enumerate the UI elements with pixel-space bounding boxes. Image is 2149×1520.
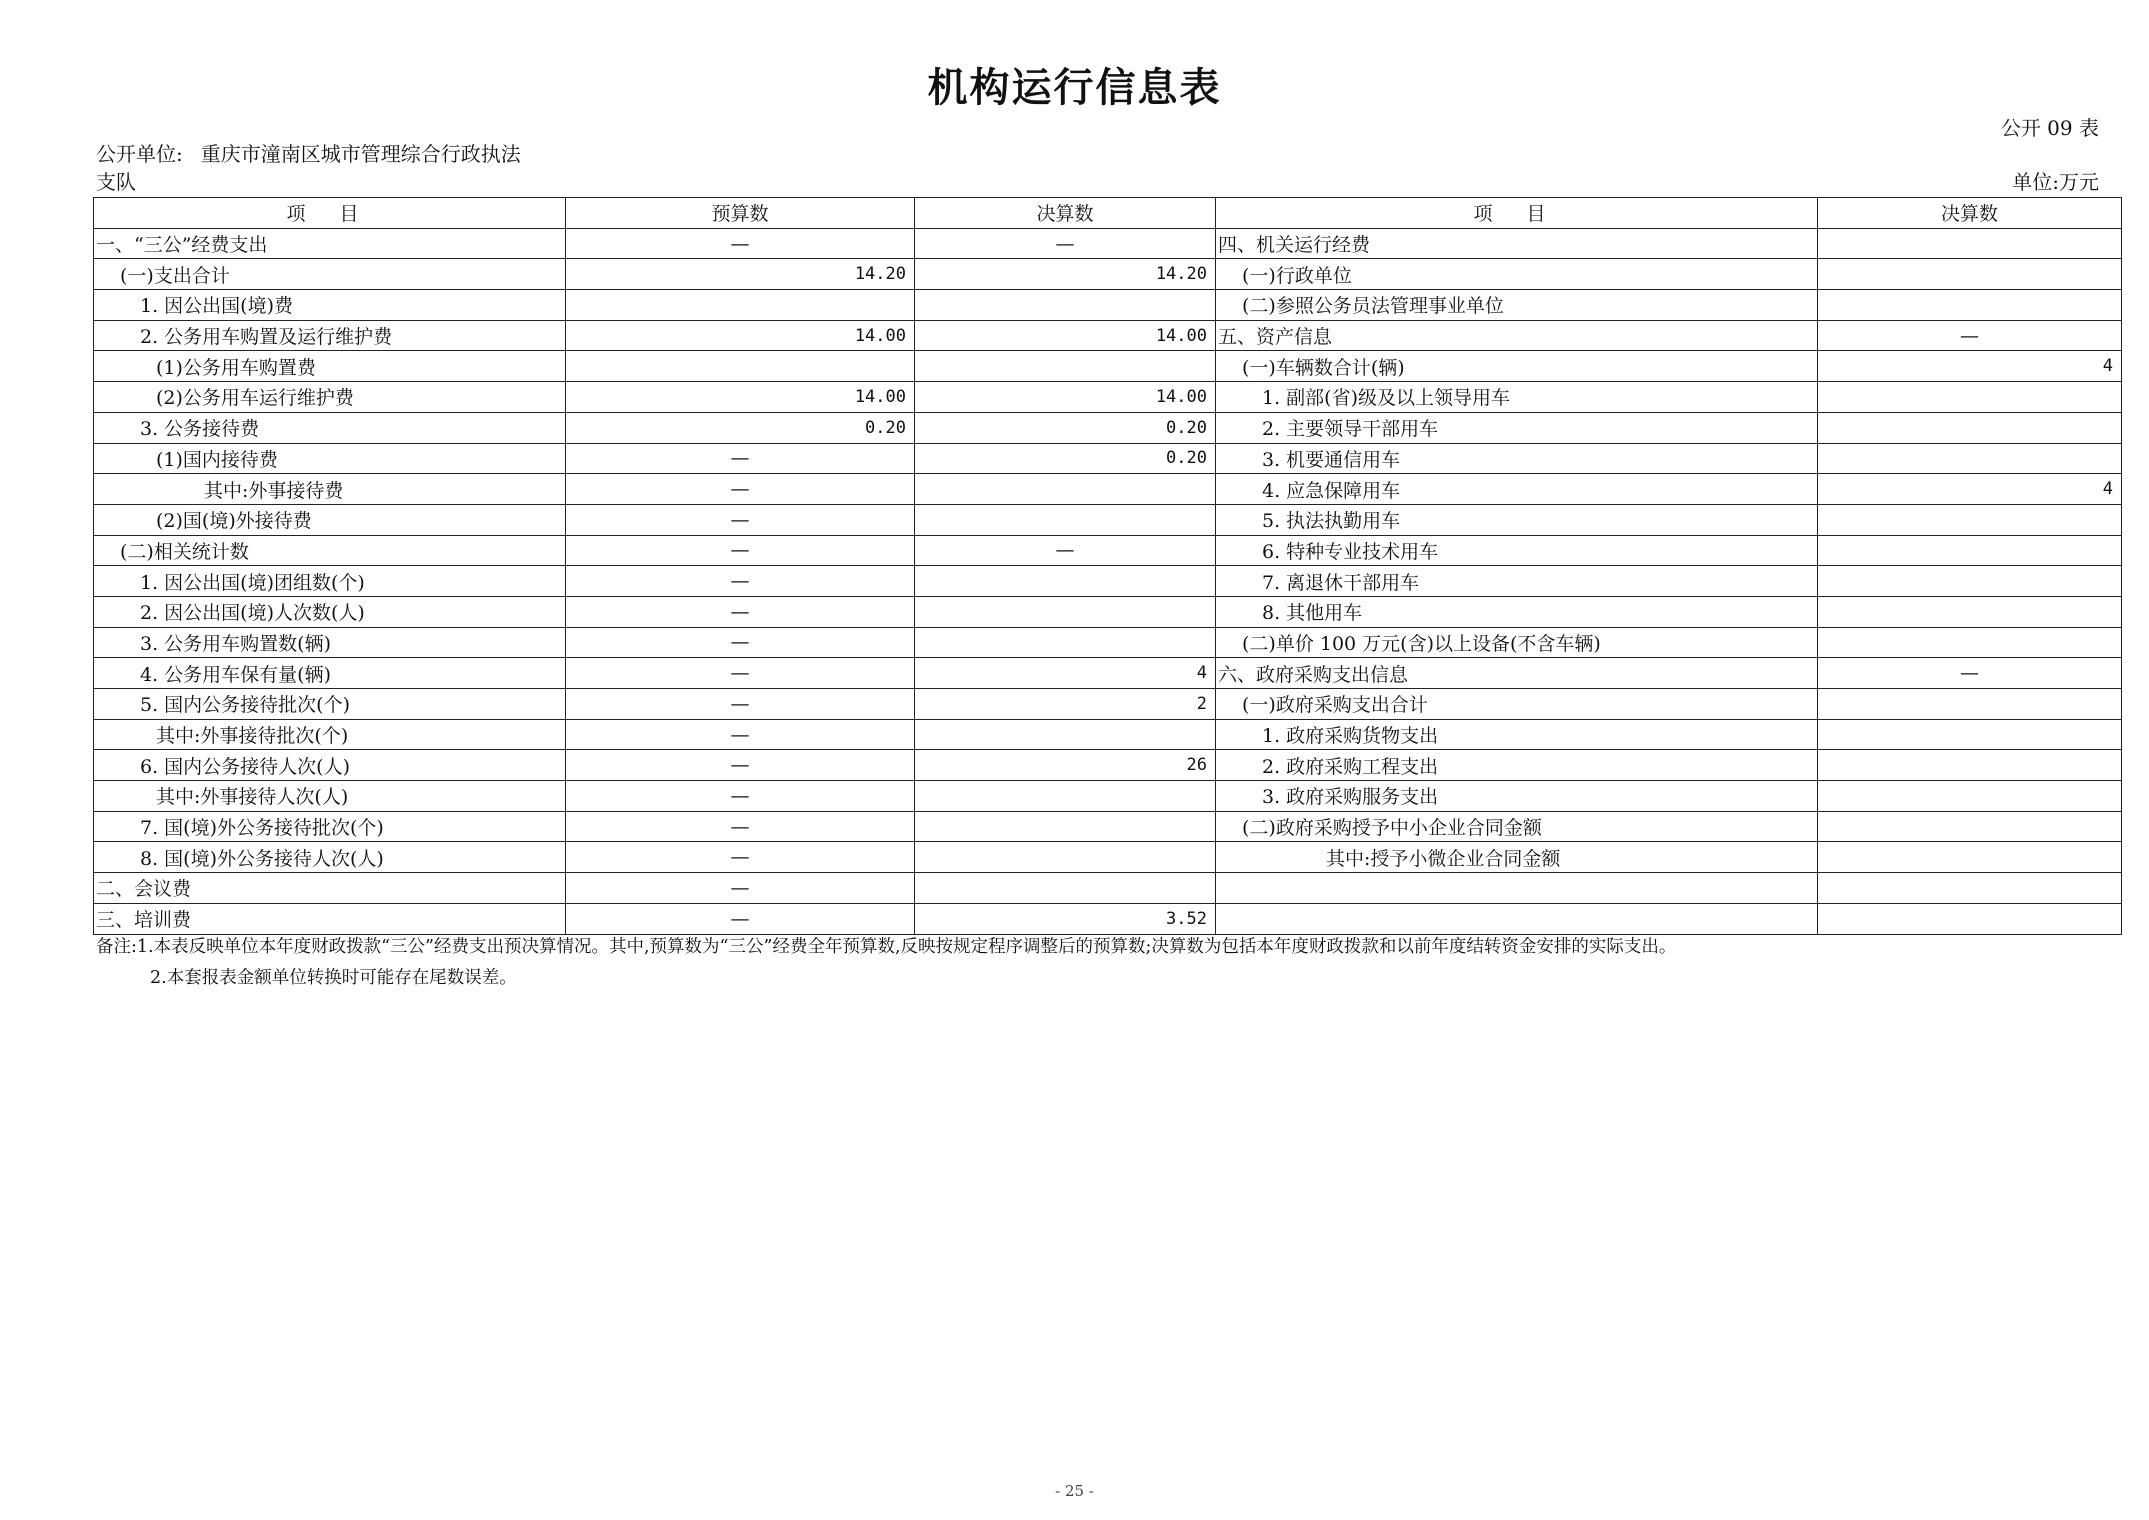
row-item-left: (1)国内接待费	[94, 443, 566, 474]
row-budget-value: —	[566, 719, 915, 750]
table-row	[94, 535, 2122, 566]
row-budget-value: —	[566, 658, 915, 689]
row-budget-value: —	[566, 750, 915, 781]
row-final-value-right	[1818, 842, 2122, 873]
row-item-left: 4. 公务用车保有量(辆)	[94, 658, 566, 689]
notes	[96, 932, 1676, 994]
row-item-right	[1216, 873, 1818, 904]
row-item-left: (1)公务用车购置费	[94, 351, 566, 382]
row-budget-value: 14.20	[566, 259, 915, 290]
row-item-right: (一)车辆数合计(辆)	[1216, 351, 1818, 382]
row-item-left: 5. 国内公务接待批次(个)	[94, 689, 566, 720]
row-budget-value: —	[566, 566, 915, 597]
header-item-right: 项 目	[1216, 198, 1818, 229]
table-header-row	[94, 198, 2122, 229]
row-final-value	[915, 627, 1216, 658]
row-budget-value: —	[566, 228, 915, 259]
table-row	[94, 719, 2122, 750]
row-item-left: 1. 因公出国(境)团组数(个)	[94, 566, 566, 597]
money-unit: 单位:万元	[2012, 170, 2099, 194]
row-final-value	[915, 781, 1216, 812]
row-final-value: —	[915, 535, 1216, 566]
note-1: 备注:1.本表反映单位本年度财政拨款“三公”经费支出预决算情况。其中,预算数为“三公”经费全年预算数,反映按规定程序调整后的预算数;决算数为包括本年度财政拨款和以前年度结转资金安排的实际支出。	[96, 937, 1677, 957]
row-budget-value: 14.00	[566, 320, 915, 351]
row-item-left: 6. 国内公务接待人次(人)	[94, 750, 566, 781]
table-row	[94, 811, 2122, 842]
row-item-left: 其中:外事接待人次(人)	[94, 781, 566, 812]
table-row	[94, 627, 2122, 658]
row-budget-value: —	[566, 504, 915, 535]
table-row	[94, 382, 2122, 413]
unit-label: 公开单位:	[96, 142, 183, 166]
table-row	[94, 781, 2122, 812]
table-row	[94, 658, 2122, 689]
table-row	[94, 873, 2122, 904]
row-budget-value: —	[566, 443, 915, 474]
row-item-left: 其中:外事接待费	[94, 474, 566, 505]
row-item-right: (二)政府采购授予中小企业合同金额	[1216, 811, 1818, 842]
row-item-right: 6. 特种专业技术用车	[1216, 535, 1818, 566]
row-item-left: 一、“三公”经费支出	[94, 228, 566, 259]
table-row	[94, 351, 2122, 382]
row-item-right: 3. 政府采购服务支出	[1216, 781, 1818, 812]
row-item-left: (2)公务用车运行维护费	[94, 382, 566, 413]
row-final-value: 14.20	[915, 259, 1216, 290]
table-row	[94, 320, 2122, 351]
row-budget-value: 0.20	[566, 412, 915, 443]
table-row	[94, 290, 2122, 321]
row-item-right: 六、政府采购支出信息	[1216, 658, 1818, 689]
row-item-left: 二、会议费	[94, 873, 566, 904]
note-2: 2.本套报表金额单位转换时可能存在尾数误差。	[150, 968, 517, 988]
row-item-right: 1. 副部(省)级及以上领导用车	[1216, 382, 1818, 413]
row-item-right: 其中:授予小微企业合同金额	[1216, 842, 1818, 873]
row-item-left: 2. 因公出国(境)人次数(人)	[94, 596, 566, 627]
unit-name-continued: 支队	[96, 170, 136, 194]
row-budget-value	[566, 290, 915, 321]
row-final-value: 4	[915, 658, 1216, 689]
row-final-value-right	[1818, 412, 2122, 443]
row-item-left: 1. 因公出国(境)费	[94, 290, 566, 321]
row-item-right: 8. 其他用车	[1216, 596, 1818, 627]
row-final-value: 26	[915, 750, 1216, 781]
table-row	[94, 474, 2122, 505]
row-final-value	[915, 596, 1216, 627]
row-final-value-right: 4	[1818, 351, 2122, 382]
row-budget-value: —	[566, 781, 915, 812]
row-item-left: 其中:外事接待批次(个)	[94, 719, 566, 750]
row-item-right: (一)行政单位	[1216, 259, 1818, 290]
unit-name: 重庆市潼南区城市管理综合行政执法	[200, 142, 521, 166]
table-row	[94, 842, 2122, 873]
row-budget-value: —	[566, 811, 915, 842]
row-final-value-right	[1818, 719, 2122, 750]
row-item-left: 8. 国(境)外公务接待人次(人)	[94, 842, 566, 873]
row-final-value-right	[1818, 689, 2122, 720]
row-final-value-right	[1818, 781, 2122, 812]
row-item-right: 五、资产信息	[1216, 320, 1818, 351]
row-final-value	[915, 566, 1216, 597]
row-item-right: 四、机关运行经费	[1216, 228, 1818, 259]
row-item-left: (一)支出合计	[94, 259, 566, 290]
row-final-value-right	[1818, 750, 2122, 781]
row-final-value: 3.52	[915, 903, 1216, 934]
table-row	[94, 689, 2122, 720]
row-final-value-right	[1818, 903, 2122, 934]
form-number: 公开 09 表	[2000, 116, 2099, 140]
row-final-value-right	[1818, 596, 2122, 627]
row-final-value: 14.00	[915, 382, 1216, 413]
row-budget-value	[566, 351, 915, 382]
header-budget: 预算数	[566, 198, 915, 229]
row-final-value-right	[1818, 811, 2122, 842]
row-final-value-right: 4	[1818, 474, 2122, 505]
table-row	[94, 566, 2122, 597]
row-item-right: 1. 政府采购货物支出	[1216, 719, 1818, 750]
row-item-left: (2)国(境)外接待费	[94, 504, 566, 535]
row-budget-value: 14.00	[566, 382, 915, 413]
row-final-value: 0.20	[915, 443, 1216, 474]
row-item-right: (二)参照公务员法管理事业单位	[1216, 290, 1818, 321]
row-final-value	[915, 719, 1216, 750]
row-item-right	[1216, 903, 1818, 934]
row-final-value: —	[915, 228, 1216, 259]
table-row	[94, 259, 2122, 290]
row-final-value-right	[1818, 382, 2122, 413]
row-final-value-right	[1818, 535, 2122, 566]
row-final-value-right	[1818, 259, 2122, 290]
row-final-value	[915, 842, 1216, 873]
row-final-value	[915, 474, 1216, 505]
header-item-left: 项 目	[94, 198, 566, 229]
operation-info-table	[93, 197, 2122, 935]
row-item-left: (二)相关统计数	[94, 535, 566, 566]
row-item-right: 7. 离退休干部用车	[1216, 566, 1818, 597]
table-row	[94, 504, 2122, 535]
row-item-right: (二)单价 100 万元(含)以上设备(不含车辆)	[1216, 627, 1818, 658]
row-final-value	[915, 290, 1216, 321]
row-budget-value: —	[566, 689, 915, 720]
table-row	[94, 228, 2122, 259]
row-final-value-right	[1818, 504, 2122, 535]
row-budget-value: —	[566, 627, 915, 658]
row-final-value: 0.20	[915, 412, 1216, 443]
row-final-value-right	[1818, 566, 2122, 597]
row-final-value-right	[1818, 228, 2122, 259]
row-item-left: 3. 公务用车购置数(辆)	[94, 627, 566, 658]
row-budget-value: —	[566, 903, 915, 934]
row-item-left: 3. 公务接待费	[94, 412, 566, 443]
row-final-value-right: —	[1818, 320, 2122, 351]
row-item-right: 2. 政府采购工程支出	[1216, 750, 1818, 781]
row-final-value	[915, 811, 1216, 842]
row-final-value	[915, 351, 1216, 382]
row-final-value-right	[1818, 443, 2122, 474]
row-final-value-right	[1818, 290, 2122, 321]
header-final-left: 决算数	[915, 198, 1216, 229]
disclosing-unit	[96, 140, 521, 168]
table-row	[94, 443, 2122, 474]
page-title: 机构运行信息表	[927, 64, 1222, 111]
table-row	[94, 596, 2122, 627]
row-item-right: (一)政府采购支出合计	[1216, 689, 1818, 720]
row-item-right: 2. 主要领导干部用车	[1216, 412, 1818, 443]
row-budget-value: —	[566, 873, 915, 904]
row-final-value-right: —	[1818, 658, 2122, 689]
row-item-left: 7. 国(境)外公务接待批次(个)	[94, 811, 566, 842]
row-item-left: 2. 公务用车购置及运行维护费	[94, 320, 566, 351]
row-budget-value: —	[566, 596, 915, 627]
page-number: - 25 -	[1055, 1482, 1094, 1500]
row-item-right: 3. 机要通信用车	[1216, 443, 1818, 474]
row-budget-value: —	[566, 535, 915, 566]
row-final-value-right	[1818, 873, 2122, 904]
row-item-right: 4. 应急保障用车	[1216, 474, 1818, 505]
row-final-value	[915, 873, 1216, 904]
row-final-value: 14.00	[915, 320, 1216, 351]
row-budget-value: —	[566, 842, 915, 873]
row-budget-value: —	[566, 474, 915, 505]
row-final-value-right	[1818, 627, 2122, 658]
row-final-value	[915, 504, 1216, 535]
row-item-right: 5. 执法执勤用车	[1216, 504, 1818, 535]
row-final-value: 2	[915, 689, 1216, 720]
table-row	[94, 750, 2122, 781]
table-row	[94, 903, 2122, 934]
header-final-right: 决算数	[1818, 198, 2122, 229]
row-item-left: 三、培训费	[94, 903, 566, 934]
table-row	[94, 412, 2122, 443]
